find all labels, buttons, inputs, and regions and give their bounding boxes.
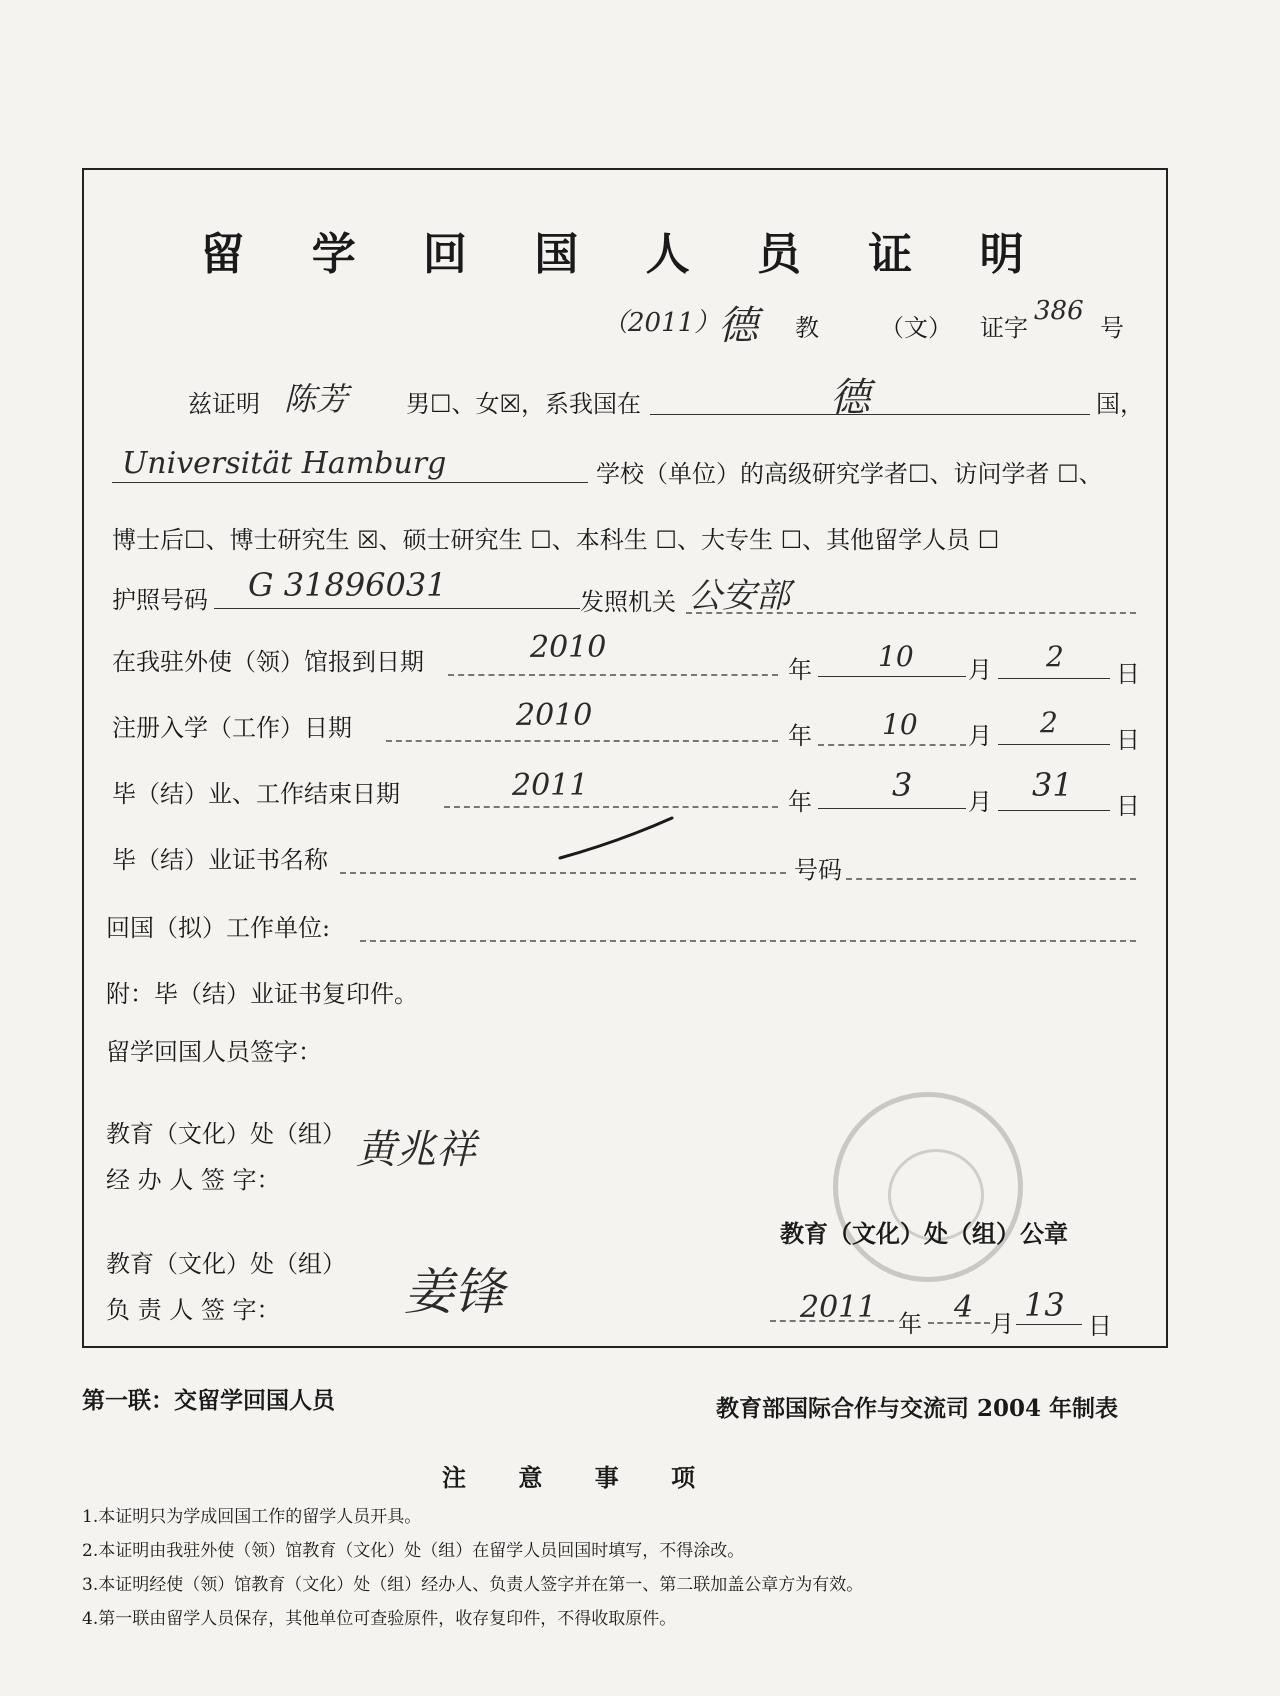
- date-row-1-day-unit: 日: [1116, 660, 1140, 688]
- school-underline: [112, 482, 588, 483]
- notes-title: 注 意 事 项: [442, 1463, 718, 1492]
- date-row-1-year-line: [448, 674, 778, 676]
- cert-label: 证字: [980, 314, 1028, 342]
- attachment-note: 附：毕（结）业证书复印件。: [106, 980, 418, 1008]
- diploma-name-stroke: [556, 812, 676, 864]
- head-sign-label: 负 责 人 签 字：: [106, 1296, 281, 1324]
- issue-month: 4: [954, 1290, 974, 1325]
- diploma-name-label: 毕（结）业证书名称: [112, 846, 328, 874]
- passport-issuer: 公安部: [688, 576, 790, 616]
- date-row-3-month: 3: [892, 766, 913, 804]
- officer-signature: 黄兆祥: [356, 1127, 476, 1173]
- issue-year: 2011: [800, 1290, 877, 1325]
- date-row-1-month-unit: 月: [968, 656, 992, 684]
- document-title: 留 学 回 国 人 员 证 明: [200, 229, 1050, 280]
- country-suffix: 国，: [1096, 390, 1144, 418]
- official-seal: [833, 1092, 1023, 1282]
- passport-underline: [214, 608, 580, 609]
- date-row-3-month-line: [818, 808, 966, 809]
- issue-month-unit: 月: [990, 1310, 1014, 1338]
- note-item-4: 4.第一联由留学人员保存，其他单位可查验原件，收存复印件，不得收取原件。: [82, 1609, 677, 1629]
- date-row-2-day-unit: 日: [1116, 726, 1140, 754]
- work-unit-line: [360, 940, 1136, 942]
- issue-day-unit: 日: [1088, 1312, 1112, 1340]
- date-row-3-year: 2011: [512, 768, 589, 803]
- date-row-3-day-line: [998, 810, 1110, 811]
- note-item-1: 1.本证明只为学成回国工作的留学人员开具。: [82, 1507, 422, 1527]
- date-row-2-year: 2010: [516, 698, 593, 733]
- holder-name: 陈芳: [284, 380, 349, 418]
- date-row-1-month: 10: [878, 640, 914, 673]
- host-country: 德: [830, 375, 870, 421]
- date-row-1-year-unit: 年: [788, 656, 812, 684]
- date-row-2-label: 注册入学（工作）日期: [112, 714, 352, 742]
- date-row-1-day-line: [998, 678, 1110, 679]
- cert-suffix: 号: [1100, 314, 1124, 342]
- officer-dept-label: 教育（文化）处（组）: [106, 1120, 346, 1148]
- issue-day-line: [1016, 1324, 1082, 1325]
- cert-country-abbr: 德: [718, 303, 758, 349]
- school-name: Universität Hamburg: [122, 446, 447, 481]
- issuer-label: 发照机关: [580, 588, 676, 616]
- issue-day: 13: [1024, 1286, 1065, 1324]
- cert-sub: （文）: [880, 314, 952, 342]
- gender-field: 男☐、女☒，系我国在: [406, 390, 642, 418]
- date-row-1-label: 在我驻外使（领）馆报到日期: [112, 648, 424, 676]
- date-row-3-month-unit: 月: [968, 788, 992, 816]
- cert-middle: 教: [795, 314, 819, 342]
- date-row-3-year-line: [444, 806, 778, 808]
- head-dept-label: 教育（文化）处（组）: [106, 1250, 346, 1278]
- date-row-1-day: 2: [1046, 640, 1064, 673]
- seal-label: 教育（文化）处（组）公章: [780, 1219, 1068, 1248]
- date-row-3-day: 31: [1032, 766, 1073, 804]
- date-row-2-day-line: [998, 744, 1110, 745]
- date-row-3-day-unit: 日: [1116, 792, 1140, 820]
- date-row-3-label: 毕（结）业、工作结束日期: [112, 780, 400, 808]
- date-row-2-month: 10: [882, 708, 918, 741]
- returnee-signature-label: 留学回国人员签字：: [106, 1038, 322, 1066]
- note-item-3: 3.本证明经使（领）馆教育（文化）处（组）经办人、负责人签字并在第一、第二联加盖公章方为有效。: [82, 1575, 864, 1595]
- date-row-2-day: 2: [1040, 706, 1058, 739]
- date-row-2-month-line: [818, 744, 966, 746]
- diploma-name-line: [340, 872, 786, 874]
- officer-sign-label: 经 办 人 签 字：: [106, 1166, 281, 1194]
- diploma-number-line: [846, 878, 1136, 880]
- issue-year-unit: 年: [898, 1310, 922, 1338]
- note-item-2: 2.本证明由我驻外使（领）馆教育（文化）处（组）在留学人员回国时填写，不得涂改。: [82, 1541, 745, 1561]
- passport-label: 护照号码: [112, 586, 208, 614]
- date-row-2-month-unit: 月: [968, 722, 992, 750]
- date-row-2-year-unit: 年: [788, 722, 812, 750]
- cert-number: 386: [1034, 296, 1084, 326]
- date-row-1-month-line: [818, 676, 966, 677]
- head-signature: 姜锋: [404, 1263, 504, 1321]
- copy-label: 第一联：交留学回国人员: [82, 1387, 335, 1414]
- date-row-3-year-unit: 年: [788, 788, 812, 816]
- issuer-footer: 教育部国际合作与交流司 2004 年制表: [716, 1395, 1119, 1422]
- date-row-2-year-line: [386, 740, 778, 742]
- passport-number: G 31896031: [248, 566, 447, 604]
- date-row-1-year: 2010: [530, 630, 607, 665]
- category-options: 博士后☐、博士研究生 ☒、硕士研究生 ☐、本科生 ☐、大专生 ☐、其他留学人员 ☐: [112, 526, 1000, 554]
- cert-year: （2011）: [602, 308, 721, 338]
- school-suffix: 学校（单位）的高级研究学者☐、访问学者 ☐、: [596, 460, 1103, 488]
- diploma-number-label: 号码: [794, 856, 842, 884]
- country-underline: [650, 414, 1090, 415]
- intro-prefix: 兹证明: [188, 390, 260, 418]
- work-unit-label: 回国（拟）工作单位:: [106, 914, 331, 942]
